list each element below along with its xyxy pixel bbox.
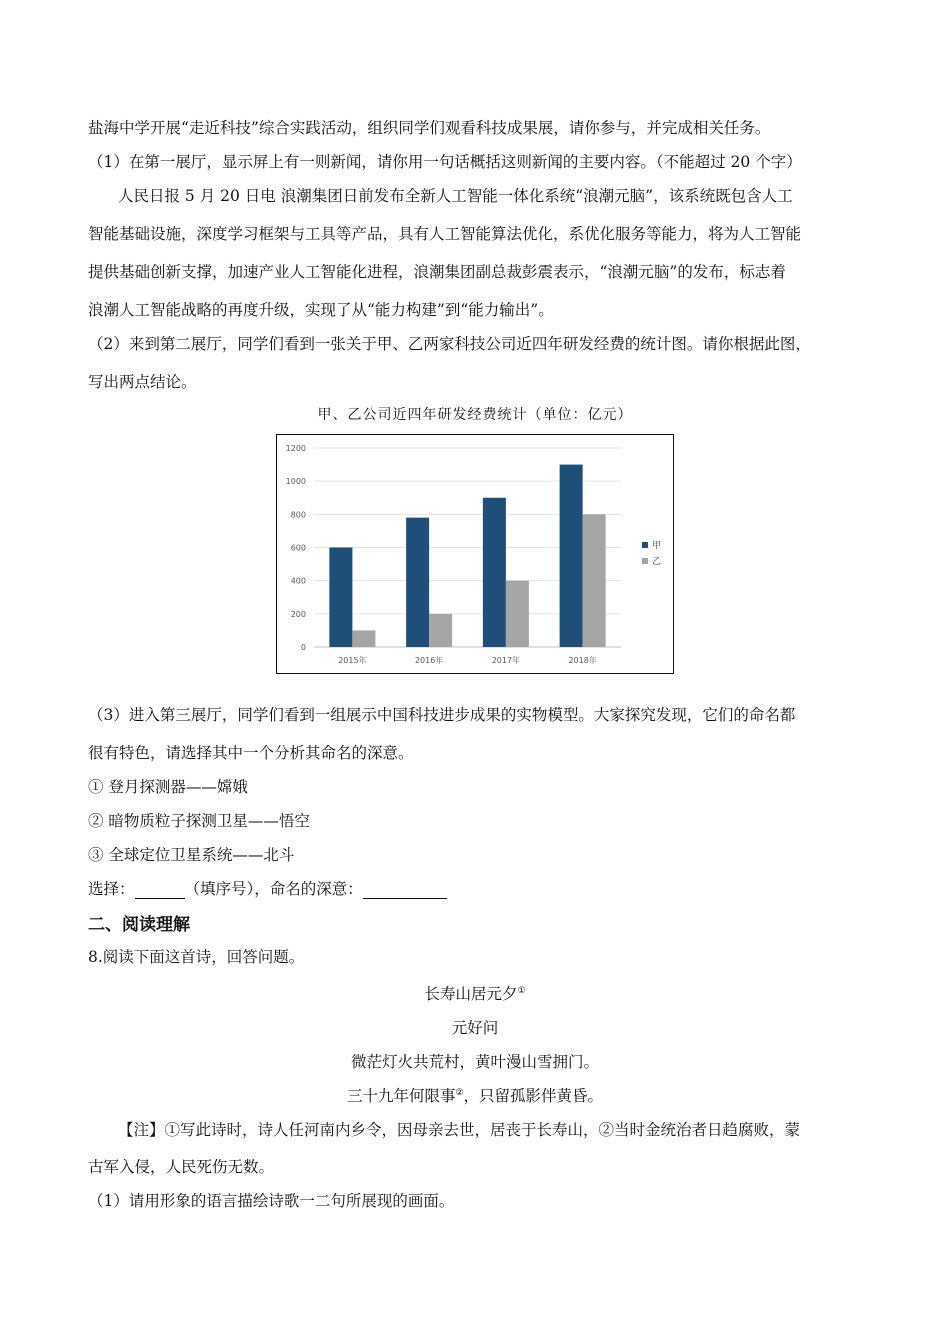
bar-乙-2016年 <box>429 614 452 647</box>
x-tick-label: 2015年 <box>338 656 367 665</box>
option-number-blank[interactable] <box>135 880 185 899</box>
news-line-1: 人民日报 5 月 20 日电 浪潮集团日前发布全新人工智能一体化系统“浪潮元脑”，该系统既包含人工 <box>118 187 793 205</box>
bar-乙-2015年 <box>352 630 375 647</box>
intro-text: 盐海中学开展“走近科技”综合实践活动，组织同学们观看科技成果展，请你参与，并完成相关任务。 <box>88 119 771 137</box>
chart-title: 甲、乙公司近四年研发经费统计（单位：亿元） <box>317 407 633 423</box>
news-line-4: 浪潮人工智能战略的再度升级，实现了从“能力构建”到“能力输出”。 <box>88 301 554 319</box>
question-8: 8.阅读下面这首诗，回答问题。 <box>88 948 305 966</box>
y-tick-label: 400 <box>290 576 306 586</box>
bar-甲-2015年 <box>329 548 352 648</box>
x-tick-label: 2017年 <box>491 656 521 665</box>
bar-乙-2017年 <box>506 581 529 647</box>
question-1: （1）在第一展厅，显示屏上有一则新闻，请你用一句话概括这则新闻的主要内容。（不能超过 20 个字） <box>88 153 802 171</box>
select-label: 选择： <box>88 880 135 898</box>
question-2-line-1: （2）来到第二展厅，同学们看到一张关于甲、乙两家科技公司近四年研发经费的统计图。请你根据此图， <box>88 335 811 353</box>
y-tick-label: 0 <box>300 643 306 652</box>
bar-甲-2018年 <box>560 465 583 647</box>
poem-author: 元好问 <box>451 1019 499 1037</box>
bar-乙-2018年 <box>583 514 606 647</box>
option-3: ③ 全球定位卫星系统——北斗 <box>88 846 295 864</box>
x-tick-label: 2018年 <box>568 656 597 665</box>
option-2: ② 暗物质粒子探测卫星——悟空 <box>88 812 310 830</box>
section-heading: 二、阅读理解 <box>88 915 190 935</box>
question-2-line-2: 写出两点结论。 <box>88 373 197 391</box>
legend-swatch-乙 <box>642 558 648 564</box>
note-line-1: 【注】①写此诗时，诗人任河南内乡令，因母亲去世，居丧于长寿山，②当时金统治者日趋腐败，蒙 <box>118 1121 801 1139</box>
legend-swatch-甲 <box>642 542 648 548</box>
poem-title-text: 长寿山居元夕 <box>424 985 518 1003</box>
answer-line <box>88 877 447 899</box>
question-3-line-2: 很有特色，请选择其中一个分析其命名的深意。 <box>88 744 414 762</box>
y-tick-label: 200 <box>290 609 306 619</box>
y-tick-label: 600 <box>290 543 306 553</box>
poem-title <box>0 982 950 1004</box>
select-mid-text: （填序号），命名的深意： <box>184 880 363 898</box>
bar-甲-2016年 <box>406 518 429 647</box>
poem-title-footnote: ① <box>517 985 526 996</box>
y-tick-label: 1000 <box>285 477 306 487</box>
news-line-3: 提供基础创新支撑，加速产业人工智能化进程，浪潮集团副总裁彭震表示，“浪潮元脑”的发布，标志着 <box>88 263 786 281</box>
y-tick-label: 800 <box>290 510 306 520</box>
question-8-1: （1）请用形象的语言描绘诗歌一二句所展现的画面。 <box>88 1192 455 1210</box>
poem-line-2 <box>0 1084 950 1106</box>
option-1: ① 登月探测器——嫦娥 <box>88 778 248 796</box>
bar-甲-2017年 <box>483 498 506 647</box>
legend-label-乙: 乙 <box>652 557 662 567</box>
poem-line-2-footnote: ② <box>455 1087 464 1098</box>
x-tick-label: 2016年 <box>414 656 444 665</box>
poem-line-2-part-b: ，只留孤影伴黄昏。 <box>463 1087 604 1105</box>
poem-line-2-part-a: 三十九年何限事 <box>346 1087 456 1105</box>
rd-expense-bar-chart <box>276 434 674 674</box>
question-3-line-1: （3）进入第三展厅，同学们看到一组展示中国科技进步成果的实物模型。大家探究发现，它们的命名都 <box>88 706 796 724</box>
y-tick-label: 1200 <box>285 444 306 453</box>
legend-label-甲: 甲 <box>652 541 662 551</box>
poem-line-1: 微茫灯火共荒村，黄叶漫山雪拥门。 <box>350 1053 599 1071</box>
news-line-2: 智能基础设施，深度学习框架与工具等产品，具有人工智能算法优化，系优化服务等能力，将为人工智能 <box>88 225 802 243</box>
meaning-blank[interactable] <box>363 880 447 899</box>
note-line-2: 古军入侵，人民死伤无数。 <box>88 1158 275 1176</box>
